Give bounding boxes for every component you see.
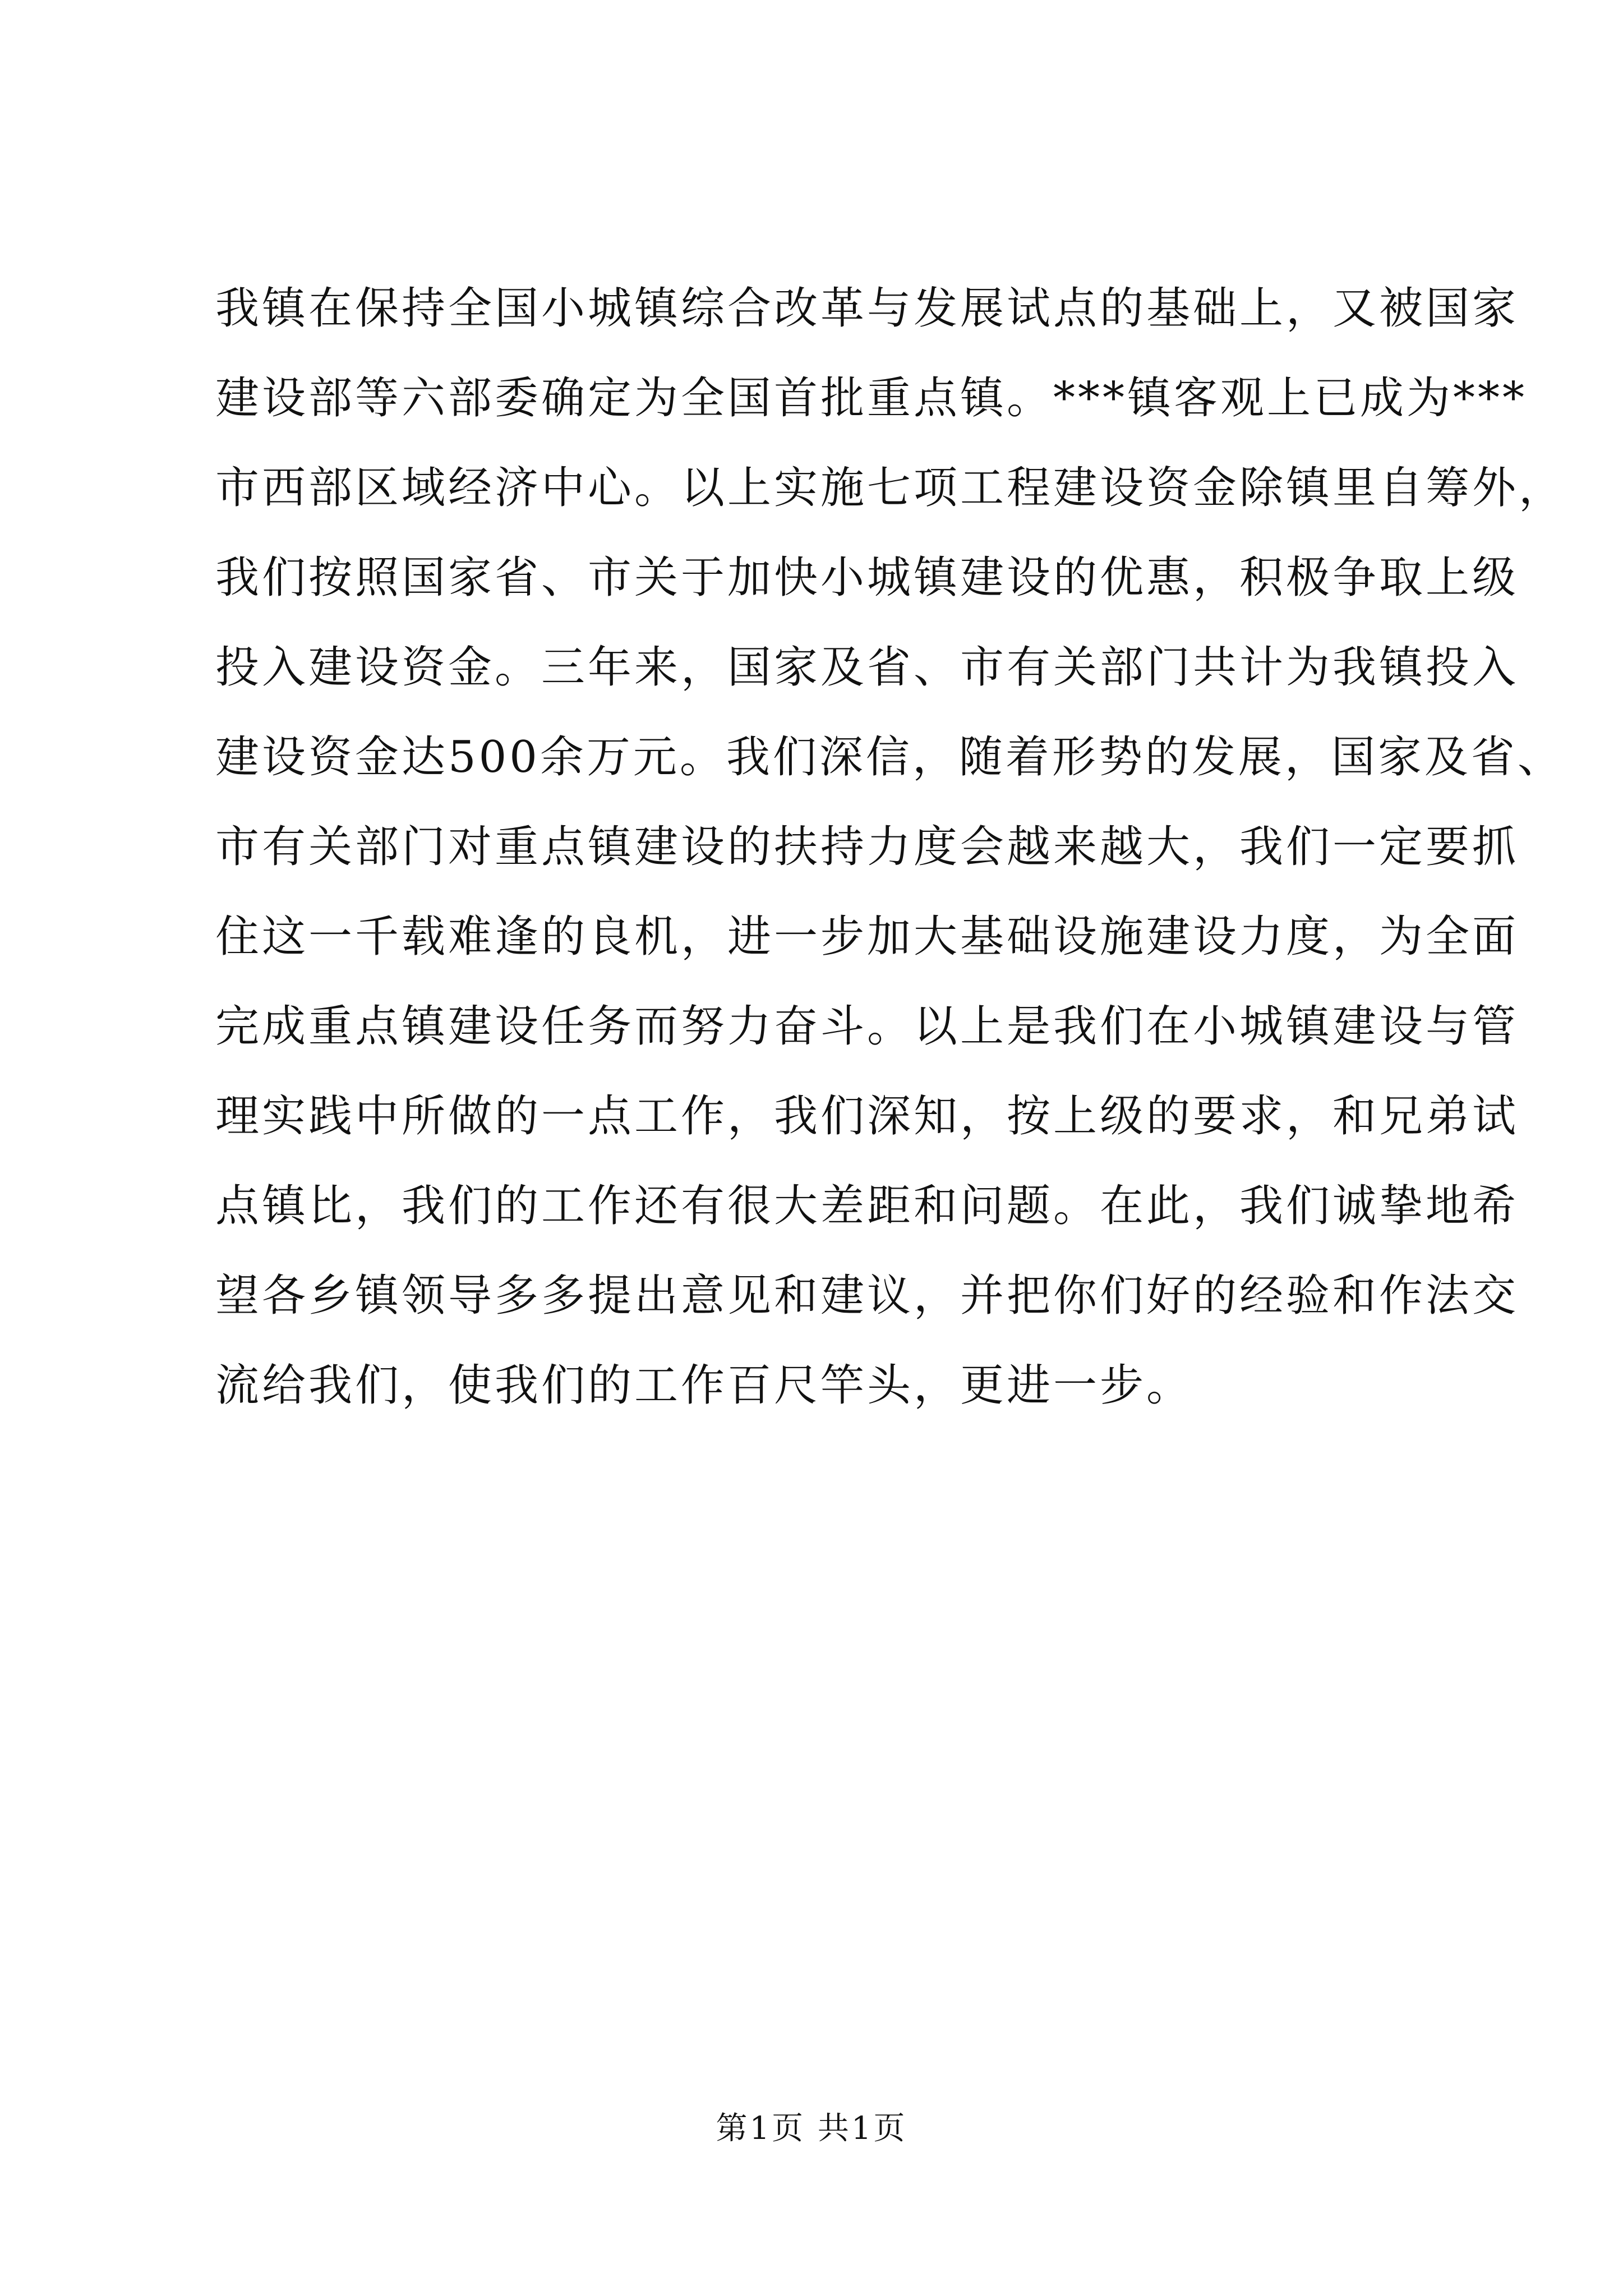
- text-line: 点镇比，我们的工作还有很大差距和问题。在此，我们诚挚地希: [215, 1181, 1519, 1231]
- text-line: 理实践中所做的一点工作，我们深知，按上级的要求，和兄弟试: [215, 1091, 1519, 1142]
- text-line: 建设资金达500余万元。我们深信，随着形势的发展，国家及省、: [215, 732, 1564, 783]
- text-line: 完成重点镇建设任务而努力奋斗。以上是我们在小城镇建设与管: [215, 1001, 1519, 1052]
- text-line: 建设部等六部委确定为全国首批重点镇。***镇客观上已成为***: [215, 373, 1528, 424]
- text-line: 流给我们，使我们的工作百尺竿头，更进一步。: [215, 1360, 1193, 1411]
- text-line: 住这一千载难逢的良机，进一步加大基础设施建设力度，为全面: [215, 912, 1519, 962]
- page-number-footer: 第1页 共1页: [716, 2110, 907, 2147]
- text-line: 投入建设资金。三年来，国家及省、市有关部门共计为我镇投入: [215, 642, 1519, 693]
- text-line: 我们按照国家省、市关于加快小城镇建设的优惠，积极争取上级: [215, 553, 1519, 603]
- text-line: 市西部区域经济中心。以上实施七项工程建设资金除镇里自筹外，: [215, 463, 1566, 513]
- text-line: 我镇在保持全国小城镇综合改革与发展试点的基础上，又被国家: [215, 283, 1519, 334]
- text-line: 市有关部门对重点镇建设的扶持力度会越来越大，我们一定要抓: [215, 822, 1519, 872]
- text-line: 望各乡镇领导多多提出意见和建议，并把你们好的经验和作法交: [215, 1271, 1519, 1321]
- body-paragraph: [215, 264, 1566, 1430]
